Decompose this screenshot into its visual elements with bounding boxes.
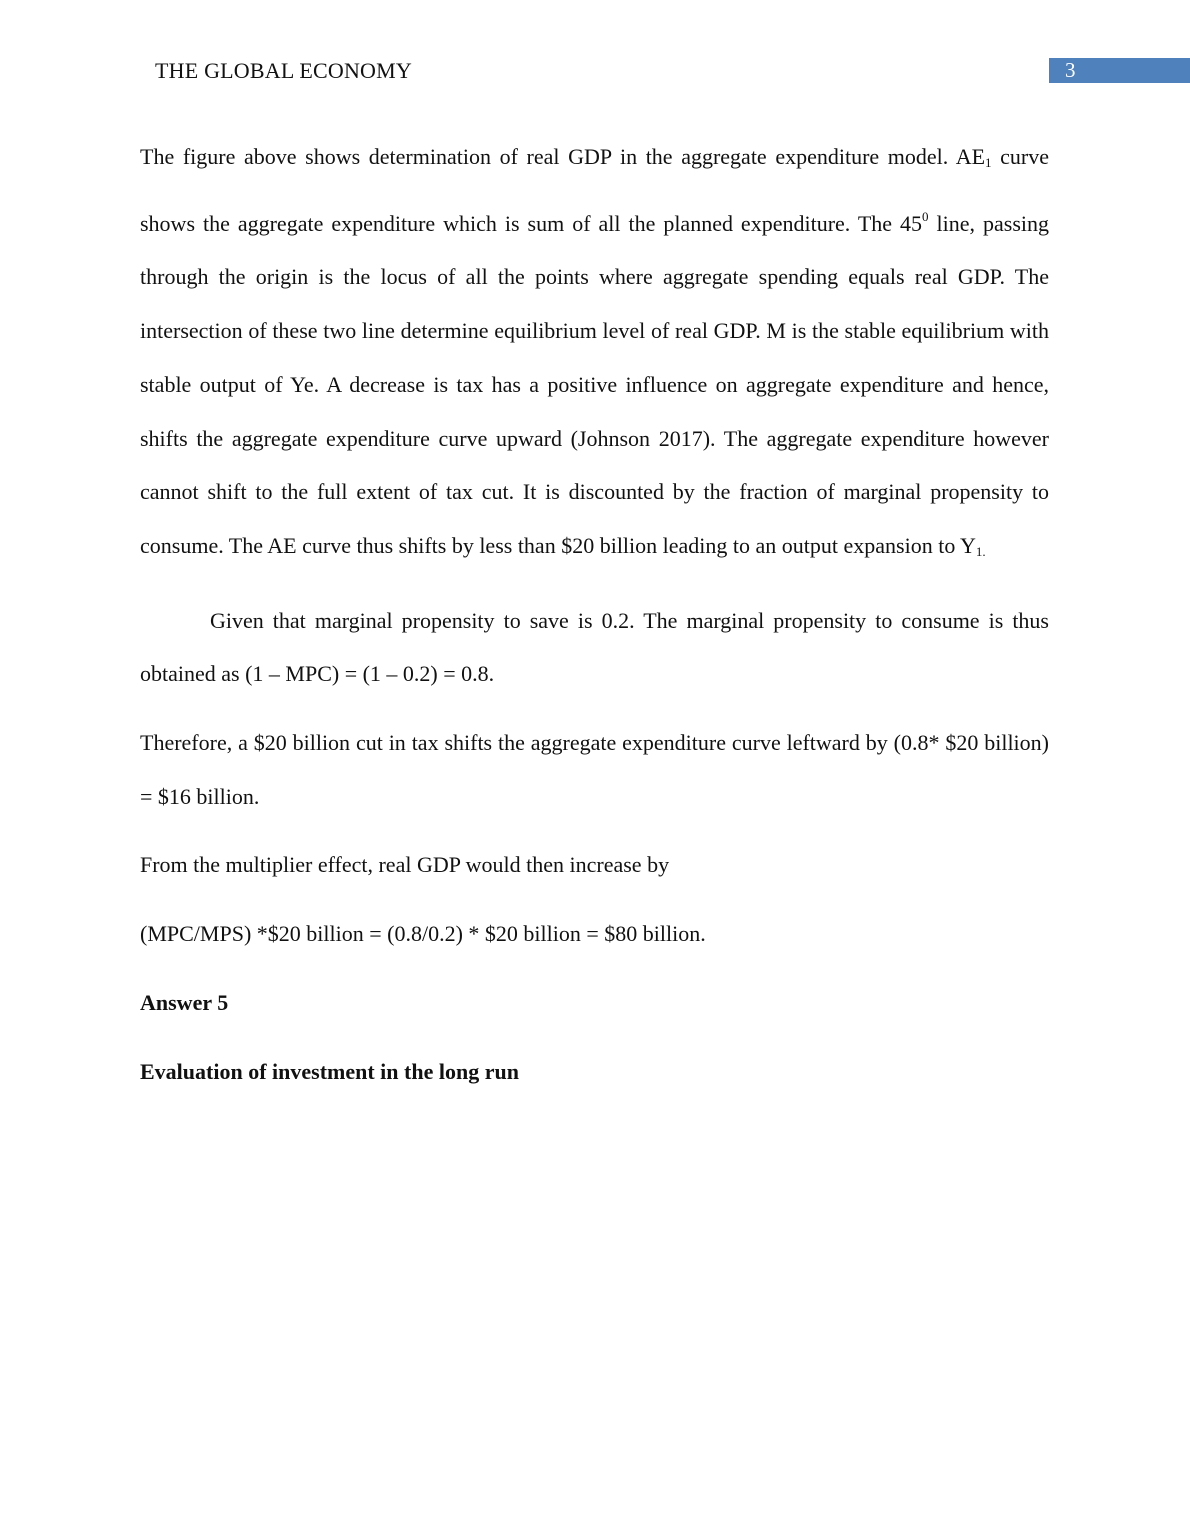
- heading-answer-5: Answer 5: [140, 990, 229, 1016]
- p1-subscript-1: 1: [985, 155, 992, 170]
- paragraph-multiplier-formula: (MPC/MPS) *$20 billion = (0.8/0.2) * $20 billion = $80 billion.: [140, 921, 706, 947]
- document-body: [140, 130, 1049, 1114]
- running-head-title: THE GLOBAL ECONOMY: [155, 58, 412, 83]
- paragraph-tax-shift: Therefore, a $20 billion cut in tax shifts the aggregate expenditure curve leftward by (0.8* $20 billion) = $16 billion.: [140, 730, 1049, 809]
- paragraph-figure-explanation: [140, 130, 1049, 579]
- p1-subscript-y1: 1.: [975, 543, 986, 559]
- p1-text-c: line, passing through the origin is the locus of all the points where aggregate spending equals real GDP. The intersection of these two line determine equilibrium level of real GDP. M is the stable equilibrium with stable output of Ye. A decrease is tax has a positive influence on aggregate expenditure and hence, shifts the aggregate expenditure curve upward (Johnson 2017). The aggregate expenditure however cannot shift to the full extent of tax cut. It is discounted by the fraction of marginal propensity to consume. The AE curve thus shifts by less than $20 billion leading to an output expansion to Y: [140, 210, 1049, 558]
- paragraph-mpc: Given that marginal propensity to save is 0.2. The marginal propensity to consume is thus obtained as (1 – MPC) = (1 – 0.2) = 0.8.: [140, 607, 1049, 687]
- page-number-box: [1049, 58, 1190, 83]
- heading-evaluation: Evaluation of investment in the long run: [140, 1059, 519, 1085]
- p1-text-a: The figure above shows determination of real GDP in the aggregate expenditure model. AE: [140, 144, 986, 169]
- paragraph-multiplier-intro: From the multiplier effect, real GDP would then increase by: [140, 852, 670, 878]
- p1-text-b: curve shows the aggregate expenditure which is sum of all the planned expenditure. The 45: [140, 144, 1049, 236]
- page-number: 3: [1065, 58, 1076, 82]
- p1-superscript-0: 0: [922, 208, 929, 224]
